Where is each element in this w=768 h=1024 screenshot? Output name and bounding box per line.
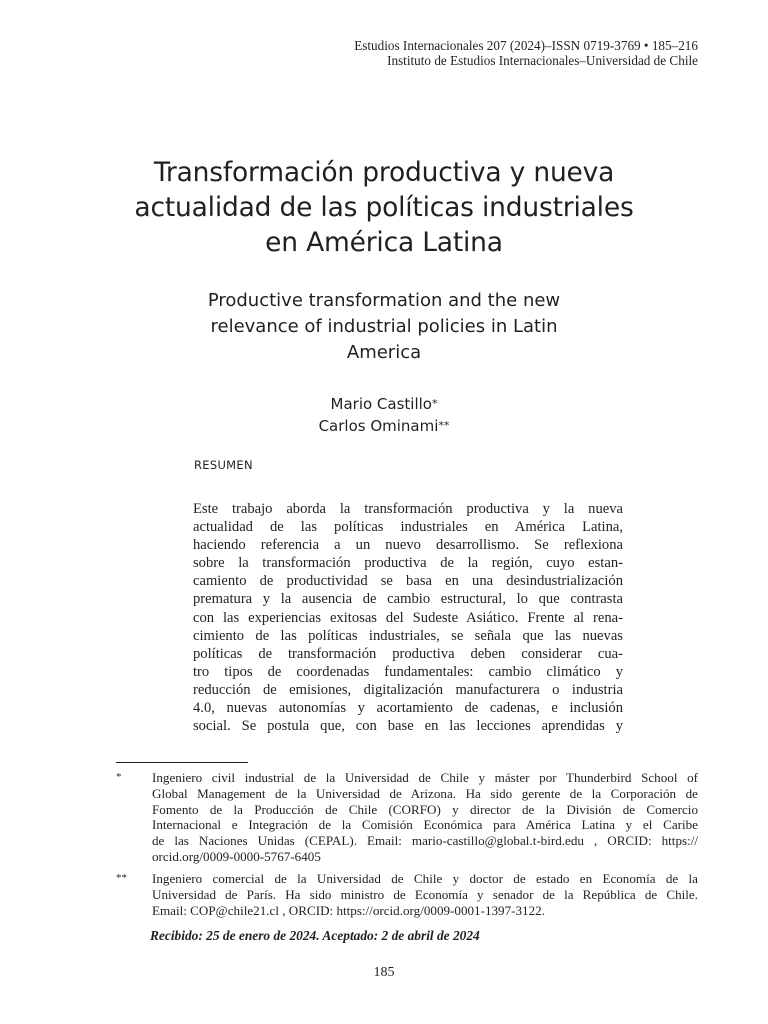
abstract-line: Este trabajo aborda la transformación productiva y la nueva [193, 501, 623, 517]
abstract-line: camiento de productividad se basa en una desindustrialización [193, 573, 623, 590]
abstract-heading: RESUMEN [194, 458, 253, 472]
footnote-line: orcid.org/0009-0000-5767-6405 [152, 848, 321, 864]
footnote-body [152, 770, 698, 865]
footnote-mark: ** [116, 872, 127, 884]
abstract-line: reducción de emisiones, digitalización manufacturera o industria [193, 681, 623, 698]
footnote-line: Ingeniero comercial de la Universidad de Chile y doctor de estado en Economía de la [152, 871, 698, 886]
footnote-divider [116, 762, 248, 763]
journal-citation: Estudios Internacionales 207 (2024)–ISSN 0719-3769 • 185–216 [354, 38, 698, 53]
abstract-text [193, 500, 623, 735]
page-number: 185 [373, 965, 395, 980]
abstract-line: sobre la transformación productiva de la región, cuyo estan- [193, 555, 623, 572]
running-head [354, 38, 698, 68]
footnote-line: Fomento de la Producción de Chile (CORFO) y director de la División de Comercio [152, 801, 698, 817]
abstract-line: tro tipos de coordenadas fundamentales: cambio climático y [193, 663, 623, 680]
institution-line: Instituto de Estudios Internacionales–Universidad de Chile [387, 53, 698, 68]
abstract-line: 4.0, nuevas autonomías y acortamiento de cadenas, e inclusión [193, 700, 623, 717]
footnote-line: Ingeniero civil industrial de la Universidad de Chile y máster por Thunderbird School of [152, 770, 698, 785]
subtitle-line-3: America [346, 342, 422, 363]
abstract-line: políticas de transformación productiva deben considerar cua- [193, 645, 623, 662]
abstract-line: haciendo referencia a un nuevo desarrollismo. Se reflexiona [193, 537, 623, 554]
footnote-body [152, 871, 698, 918]
abstract-line: cimiento de las políticas industriales, se señala que las nuevas [193, 627, 623, 644]
title-line-3: en América Latina [265, 227, 503, 258]
author-name: Mario Castillo [330, 395, 432, 413]
footnote-mark: * [116, 771, 122, 783]
english-title [170, 288, 598, 366]
footnote-line: Email: COP@chile21.cl , ORCID: https://orcid.org/0009-0001-1397-3122. [152, 902, 545, 918]
footnote-line: de las Naciones Unidas (CEPAL). Email: mario-castillo@global.t-bird.edu , ORCID: https:// [152, 833, 698, 849]
footnote-mark: ** [438, 419, 450, 432]
footnote-mark: * [431, 397, 438, 410]
author-name: Carlos Ominami [318, 417, 439, 435]
footnote-1 [116, 770, 698, 865]
author-list [234, 393, 534, 437]
subtitle-line-2: relevance of industrial policies in Latin [210, 316, 558, 337]
footnote-line: Universidad de París. Ha sido ministro de Economía y senador de la República de Chile. [152, 886, 698, 902]
title-line-1: Transformación productiva y nueva [153, 157, 615, 188]
abstract-line: social. Se postula que, con base en las lecciones aprendidas y [193, 718, 623, 735]
title-line-2: actualidad de las políticas industriales [134, 192, 634, 223]
abstract-line: con las experiencias exitosas del Sudeste Asiático. Frente al rena- [193, 609, 623, 626]
footnote-line: Internacional e Integración de la Comisión Económica para América Latina y el Caribe [152, 817, 698, 833]
article-title [90, 155, 678, 260]
footnote-line: Global Management de la Universidad de Arizona. Ha sido gerente de la Corporación de [152, 785, 698, 801]
author [234, 415, 534, 437]
received-accepted-dates: Recibido: 25 de enero de 2024. Aceptado: 2 de abril de 2024 [150, 928, 480, 943]
abstract-line: prematura y la ausencia de cambio estructural, lo que contrasta [193, 591, 623, 608]
subtitle-line-1: Productive transformation and the new [207, 290, 561, 311]
abstract-line: actualidad de las políticas industriales en América Latina, [193, 519, 623, 536]
author [234, 393, 534, 415]
footnote-2 [116, 871, 698, 918]
